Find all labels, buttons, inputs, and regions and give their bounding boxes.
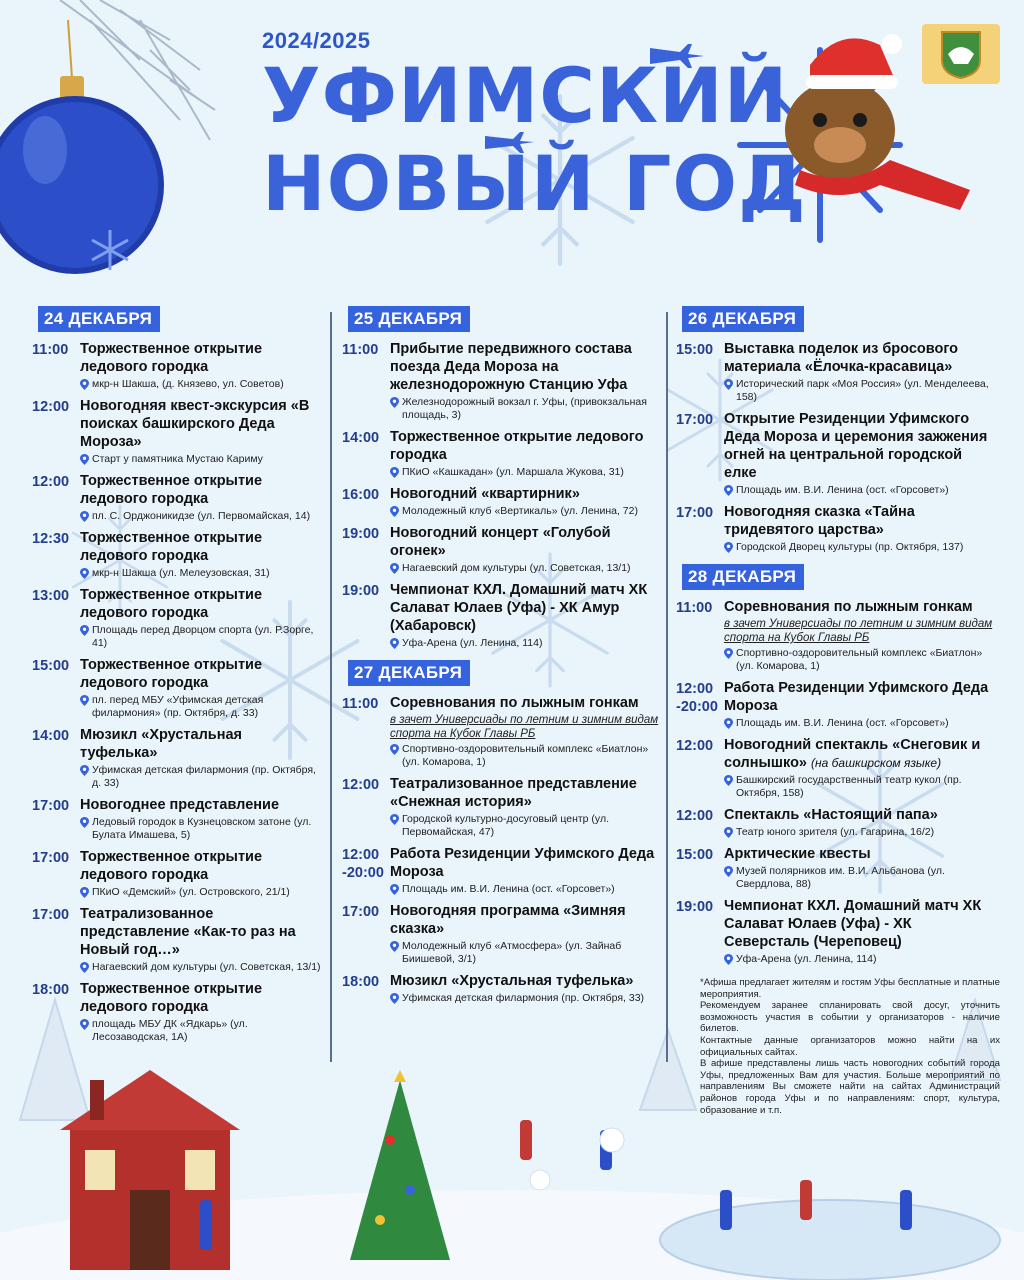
event-place (724, 484, 996, 497)
event-body (724, 340, 996, 404)
event-title (390, 845, 662, 881)
event-time: 16:00 (342, 487, 380, 503)
event-title-text: Чемпионат КХЛ. Домашний матч ХК Салават Юлаев (Уфа) - ХК Северсталь (Череповец) (724, 898, 982, 950)
event-time: 12:00 (676, 808, 714, 824)
event-place-text: пл. С. Орджоникидзе (ул. Первомайская, 14) (92, 510, 311, 522)
event-item (676, 845, 996, 891)
event-item (676, 806, 996, 839)
event-title-text: Новогодняя квест-экскурсия «В поисках башкирского Деда Мороза» (80, 398, 310, 450)
event-time: 17:00 (32, 907, 70, 923)
event-item (32, 656, 322, 720)
event-item (32, 726, 322, 790)
event-body (80, 472, 322, 523)
event-time: 12:00 (32, 474, 70, 490)
event-title (80, 980, 322, 1016)
event-title-text: Новогодний концерт «Голубой огонек» (390, 525, 611, 559)
column-26-28-december (676, 306, 996, 972)
event-title-text: Мюзикл «Хрустальная туфелька» (390, 973, 634, 989)
location-pin-icon (390, 884, 399, 895)
event-title-text: Соревнования по лыжным гонкам (390, 695, 639, 711)
event-title-text: Торжественное открытие ледового городка (80, 587, 263, 621)
event-place (724, 865, 996, 891)
event-place (724, 378, 996, 404)
event-body (724, 897, 996, 966)
event-title (390, 428, 662, 464)
event-place-text: Старт у памятника Мустаю Кариму (92, 453, 263, 465)
column-25-27-december (342, 306, 662, 1011)
event-title (80, 529, 322, 565)
footnote-line: В афише представлены лишь часть новогодних событий города Уфы, предложенных Вам для участия. Больше мероприятий по направлениям Вы сможете найти на сайтах Администраций районов города Уфы и по направлениям: спорт, культура, образование и т.п. (700, 1058, 1000, 1116)
event-body (390, 775, 662, 839)
event-body (80, 726, 322, 790)
location-pin-icon (724, 954, 733, 965)
event-place (80, 764, 322, 790)
location-pin-icon (724, 718, 733, 729)
event-place (80, 453, 322, 466)
page-title (262, 51, 807, 228)
event-body (80, 848, 322, 899)
event-place-text: Уфа-Арена (ул. Ленина, 114) (402, 637, 543, 649)
event-time: 15:00 (676, 342, 714, 358)
event-item (342, 485, 662, 518)
event-body (80, 586, 322, 650)
event-item (342, 775, 662, 839)
event-time: 19:00 (342, 583, 380, 599)
event-time: 12:00 -20:00 (342, 847, 384, 881)
event-place-text: Площадь им. В.И. Ленина (ост. «Горсовет») (736, 717, 949, 729)
event-title (724, 503, 996, 539)
event-place-text: ПКиО «Демский» (ул. Островского, 21/1) (92, 886, 290, 898)
event-place (80, 378, 322, 391)
event-place-text: Спортивно-оздоровительный комплекс «Биатлон» (ул. Комарова, 1) (736, 647, 983, 672)
event-title-text: Арктические квесты (724, 846, 871, 862)
event-place (80, 886, 322, 899)
event-body (80, 656, 322, 720)
event-place-text: Музей полярников им. В.И. Альбанова (ул. Свердлова, 88) (736, 865, 945, 890)
event-title-text: Торжественное открытие ледового городка (80, 849, 263, 883)
event-place (80, 510, 322, 523)
event-body (724, 736, 996, 800)
event-note: (на башкирском языке) (811, 756, 942, 770)
location-pin-icon (390, 638, 399, 649)
event-body (80, 796, 322, 842)
event-place (724, 774, 996, 800)
event-title (724, 679, 996, 715)
event-place (724, 717, 996, 730)
event-item (32, 397, 322, 466)
event-place-text: Исторический парк «Моя Россия» (ул. Менделеева, 158) (736, 378, 989, 403)
event-title (390, 694, 662, 712)
event-place-text: Спортивно-оздоровительный комплекс «Биатлон» (ул. Комарова, 1) (402, 743, 649, 768)
date-badge: 24 ДЕКАБРЯ (38, 306, 160, 332)
event-title (724, 845, 996, 863)
event-title-text: Новогодняя программа «Зимняя сказка» (390, 903, 626, 937)
event-title (80, 656, 322, 692)
event-place-text: ПКиО «Кашкадан» (ул. Маршала Жукова, 31) (402, 466, 624, 478)
event-place-text: Городской культурно-досуговый центр (ул. Первомайская, 47) (402, 813, 609, 838)
event-title-text: Торжественное открытие ледового городка (80, 341, 263, 375)
event-time: 11:00 (32, 342, 69, 358)
event-title-text: Работа Резиденции Уфимского Деда Мороза (390, 846, 655, 880)
event-time: 12:00 (676, 738, 714, 754)
event-place-text: Железнодорожный вокзал г. Уфы, (привокзальная площадь, 3) (402, 396, 647, 421)
event-time: 12:00 (32, 399, 70, 415)
location-pin-icon (390, 397, 399, 408)
location-pin-icon (80, 887, 89, 898)
event-title (390, 485, 662, 503)
event-time: 17:00 (32, 798, 70, 814)
title-line-1: УФИМСКИЙ (262, 51, 789, 140)
event-list (676, 598, 996, 966)
event-title-text: Торжественное открытие ледового городка (80, 473, 263, 507)
event-item (676, 410, 996, 497)
event-item (32, 340, 322, 391)
event-item (342, 694, 662, 769)
event-place (390, 466, 662, 479)
event-place (724, 541, 996, 554)
event-item (32, 472, 322, 523)
event-body (390, 428, 662, 479)
event-title-text: Торжественное открытие ледового городка (80, 530, 263, 564)
event-place (390, 396, 662, 422)
location-pin-icon (724, 485, 733, 496)
event-title-text: Новогодний спектакль «Снеговик и солнышко» (724, 737, 981, 771)
event-place-text: Молодежный клуб «Вертикаль» (ул. Ленина, 72) (402, 505, 638, 517)
event-item (676, 679, 996, 730)
event-place (80, 816, 322, 842)
event-time: 18:00 (32, 982, 70, 998)
event-item (32, 848, 322, 899)
event-body (724, 845, 996, 891)
event-item (342, 902, 662, 966)
event-title-text: Торжественное открытие ледового городка (80, 981, 263, 1015)
event-place-text: Нагаевский дом культуры (ул. Советская, 13/1) (402, 562, 631, 574)
event-item (32, 980, 322, 1044)
event-title (724, 897, 996, 951)
footnote-line: Рекомендуем заранее спланировать свой досуг, уточнить возможность участия в событии у организаторов - наличие билетов. (700, 1000, 1000, 1035)
event-body (724, 806, 996, 839)
location-pin-icon (724, 827, 733, 838)
event-title (80, 796, 322, 814)
event-title-text: Работа Резиденции Уфимского Деда Мороза (724, 680, 989, 714)
location-pin-icon (390, 563, 399, 574)
event-body (80, 529, 322, 580)
location-pin-icon (80, 568, 89, 579)
event-title (390, 775, 662, 811)
event-time: 19:00 (342, 526, 380, 542)
event-item (676, 736, 996, 800)
event-item (676, 598, 996, 673)
event-item (676, 897, 996, 966)
event-subtitle: в зачет Универсиады по летним и зимним видам спорта на Кубок Главы РБ (390, 714, 659, 740)
event-place (724, 826, 996, 839)
event-list (342, 694, 662, 1005)
event-place (80, 567, 322, 580)
event-title (390, 340, 662, 394)
event-body (390, 694, 662, 769)
date-badge: 26 ДЕКАБРЯ (682, 306, 804, 332)
date-badge: 27 ДЕКАБРЯ (348, 660, 470, 686)
event-body (390, 845, 662, 896)
event-title-text: Театрализованное представление «Как-то раз на Новый год…» (80, 906, 296, 958)
event-body (390, 902, 662, 966)
event-title (80, 726, 322, 762)
event-item (342, 340, 662, 422)
event-title (390, 524, 662, 560)
event-time: 17:00 (32, 850, 70, 866)
event-place (390, 637, 662, 650)
event-title (390, 972, 662, 990)
location-pin-icon (80, 379, 89, 390)
event-place (80, 961, 322, 974)
column-divider (666, 312, 668, 1062)
event-place (390, 992, 662, 1005)
christmas-ornament-icon (0, 0, 220, 300)
event-time: 11:00 (676, 600, 713, 616)
event-body (80, 340, 322, 391)
location-pin-icon (80, 962, 89, 973)
event-place-text: Уфимская детская филармония (пр. Октября, 33) (402, 992, 645, 1004)
footnote-line: Контактные данные организаторов можно найти на их официальных сайтах. (700, 1034, 1000, 1058)
event-title (724, 806, 996, 824)
event-title (80, 848, 322, 884)
location-pin-icon (80, 625, 89, 636)
title-line-2: НОВЫЙ ГОД (262, 139, 807, 228)
event-title-text: Выставка поделок из бросового материала «Ёлочка-красавица» (724, 341, 959, 375)
event-title-text: Соревнования по лыжным гонкам (724, 599, 973, 615)
event-title-text: Прибытие передвижного состава поезда Деда Мороза на железнодорожную Станцию Уфа (390, 341, 632, 393)
event-body (724, 503, 996, 554)
event-time: 15:00 (32, 658, 70, 674)
event-body (390, 485, 662, 518)
event-place-text: Уфа-Арена (ул. Ленина, 114) (736, 953, 877, 965)
event-item (342, 972, 662, 1005)
event-time: 12:30 (32, 531, 70, 547)
house-icon (60, 1070, 240, 1270)
location-pin-icon (724, 866, 733, 877)
event-item (676, 340, 996, 404)
event-place-text: площадь МБУ ДК «Ядкарь» (ул. Лесозаводская, 1А) (92, 1018, 248, 1043)
event-place (390, 883, 662, 896)
event-title-text: Чемпионат КХЛ. Домашний матч ХК Салават Юлаев (Уфа) - ХК Амур (Хабаровск) (390, 582, 648, 634)
event-title (80, 905, 322, 959)
event-time: 11:00 (342, 696, 379, 712)
event-body (80, 980, 322, 1044)
event-title (724, 340, 996, 376)
event-body (390, 972, 662, 1005)
event-place-text: Театр юного зрителя (ул. Гагарина, 16/2) (736, 826, 935, 838)
event-title-text: Новогодняя сказка «Тайна тридевятого царства» (724, 504, 915, 538)
event-time: 18:00 (342, 974, 380, 990)
event-time: 17:00 (676, 505, 714, 521)
event-place (390, 505, 662, 518)
event-title-text: Торжественное открытие ледового городка (390, 429, 644, 463)
christmas-tree-icon (350, 1070, 450, 1260)
location-pin-icon (80, 695, 89, 706)
event-time: 12:00 -20:00 (676, 681, 718, 715)
footnote-line: *Афиша предлагает жителям и гостям Уфы бесплатные и платные мероприятия. (700, 977, 1000, 1000)
date-badge: 28 ДЕКАБРЯ (682, 564, 804, 590)
event-place (390, 743, 662, 769)
event-item (32, 905, 322, 974)
event-title-text: Мюзикл «Хрустальная туфелька» (80, 727, 242, 761)
event-list (676, 340, 996, 554)
event-item (32, 796, 322, 842)
event-item (32, 529, 322, 580)
event-title (724, 736, 996, 772)
event-time: 17:00 (676, 412, 714, 428)
event-place-text: Нагаевский дом культуры (ул. Советская, 13/1) (92, 961, 321, 973)
event-body (80, 397, 322, 466)
event-title-text: Спектакль «Настоящий папа» (724, 807, 938, 823)
column-divider (330, 312, 332, 1062)
event-item (676, 503, 996, 554)
city-emblem-icon (922, 24, 1000, 84)
event-place (724, 953, 996, 966)
location-pin-icon (724, 775, 733, 786)
event-item (342, 524, 662, 575)
event-title (390, 902, 662, 938)
event-item (32, 586, 322, 650)
event-body (390, 340, 662, 422)
location-pin-icon (724, 542, 733, 553)
event-title (724, 598, 996, 616)
event-place-text: Площадь перед Дворцом спорта (ул. Р.Зорге, 41) (92, 624, 314, 649)
event-item (342, 581, 662, 650)
location-pin-icon (390, 467, 399, 478)
column-24-december (32, 306, 322, 1050)
location-pin-icon (390, 993, 399, 1004)
event-title (390, 581, 662, 635)
location-pin-icon (390, 814, 399, 825)
year-label: 2024/2025 (262, 28, 371, 53)
event-title (724, 410, 996, 482)
event-title-text: Новогоднее представление (80, 797, 280, 813)
event-list (32, 340, 322, 1044)
event-body (724, 410, 996, 497)
event-title-text: Торжественное открытие ледового городка (80, 657, 263, 691)
location-pin-icon (390, 744, 399, 755)
event-time: 17:00 (342, 904, 380, 920)
event-title-text: Новогодний «квартирник» (390, 486, 580, 502)
location-pin-icon (80, 1019, 89, 1030)
event-title-text: Театрализованное представление «Снежная история» (390, 776, 637, 810)
event-body (390, 581, 662, 650)
event-place (390, 562, 662, 575)
event-place-text: Городской Дворец культуры (пр. Октября, 137) (736, 541, 964, 553)
event-title (80, 472, 322, 508)
event-time: 19:00 (676, 899, 714, 915)
location-pin-icon (724, 648, 733, 659)
event-body (724, 598, 996, 673)
location-pin-icon (80, 817, 89, 828)
event-body (390, 524, 662, 575)
event-place-text: пл. перед МБУ «Уфимская детская филармония» (пр. Октября, д. 33) (92, 694, 264, 719)
location-pin-icon (724, 379, 733, 390)
event-place-text: мкр-н Шакша (ул. Мелеузовская, 31) (92, 567, 270, 579)
event-time: 14:00 (32, 728, 70, 744)
event-place (724, 647, 996, 673)
winter-scene-illustration (0, 1040, 1024, 1280)
event-time: 11:00 (342, 342, 379, 358)
event-title (80, 397, 322, 451)
event-title (80, 586, 322, 622)
location-pin-icon (390, 941, 399, 952)
location-pin-icon (390, 506, 399, 517)
event-place (80, 694, 322, 720)
location-pin-icon (80, 454, 89, 465)
location-pin-icon (80, 765, 89, 776)
event-title (80, 340, 322, 376)
event-place-text: Площадь им. В.И. Ленина (ост. «Горсовет») (736, 484, 949, 496)
event-item (342, 428, 662, 479)
event-place (390, 813, 662, 839)
event-time: 12:00 (342, 777, 380, 793)
event-place-text: Башкирский государственный театр кукол (пр. Октября, 158) (736, 774, 962, 799)
event-place-text: Молодежный клуб «Атмосфера» (ул. Зайнаб Биишевой, 3/1) (402, 940, 622, 965)
event-time: 15:00 (676, 847, 714, 863)
event-time: 13:00 (32, 588, 70, 604)
event-item (342, 845, 662, 896)
location-pin-icon (80, 511, 89, 522)
event-list (342, 340, 662, 650)
event-place-text: Уфимская детская филармония (пр. Октября, д. 33) (92, 764, 316, 789)
date-badge: 25 ДЕКАБРЯ (348, 306, 470, 332)
event-place-text: Площадь им. В.И. Ленина (ост. «Горсовет») (402, 883, 615, 895)
event-place-text: Ледовый городок в Кузнецовском затоне (ул. Булата Имашева, 5) (92, 816, 312, 841)
event-subtitle: в зачет Универсиады по летним и зимним видам спорта на Кубок Главы РБ (724, 618, 993, 644)
event-place (80, 624, 322, 650)
event-title-text: Открытие Резиденции Уфимского Деда Мороза и церемония зажжения огней на центральной городской елке (724, 411, 988, 481)
event-body (80, 905, 322, 974)
event-time: 14:00 (342, 430, 380, 446)
event-body (724, 679, 996, 730)
event-place (390, 940, 662, 966)
event-place-text: мкр-н Шакша, (д. Князево, ул. Советов) (92, 378, 284, 390)
